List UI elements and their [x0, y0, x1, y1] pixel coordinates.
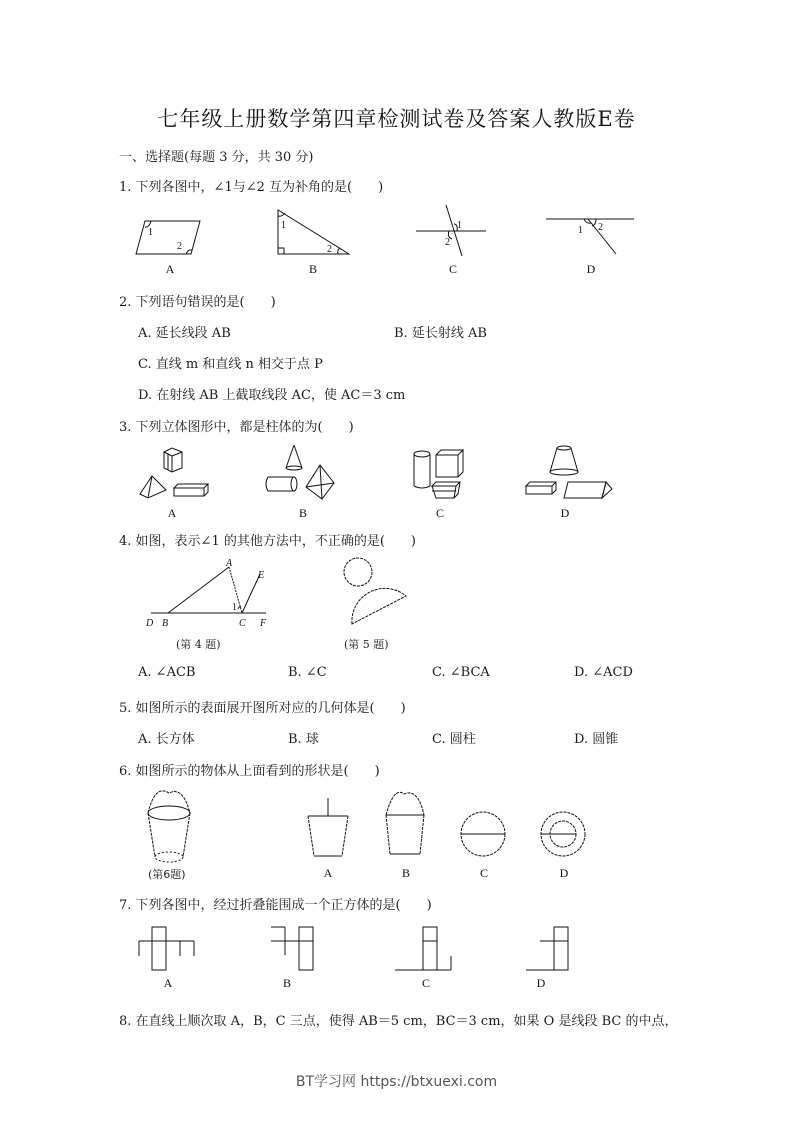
q1-label-b: B	[308, 262, 317, 276]
svg-text:2: 2	[445, 237, 450, 248]
q5-figure-caption: (第 5 题)	[344, 638, 389, 651]
question-6	[119, 760, 380, 779]
question-number: 6.	[119, 764, 132, 779]
q5-option-b: B. 球	[288, 732, 319, 747]
svg-text:1: 1	[578, 225, 583, 236]
question-number: 4.	[119, 534, 132, 549]
q3-label-a: A	[167, 506, 177, 520]
q6-label-a: A	[323, 866, 333, 880]
q2-option-a: A. 延长线段 AB	[138, 326, 231, 341]
svg-text:A: A	[226, 558, 233, 569]
q3-figure-d-solids	[522, 444, 617, 502]
q3-figure-b-solids	[262, 443, 342, 505]
q4-option-d: D. ∠ACD	[574, 665, 633, 680]
question-3	[119, 416, 354, 435]
q6-option-b-figure	[384, 792, 429, 862]
section-heading: 一、选择题(每题 3 分，共 30 分)	[119, 150, 314, 165]
svg-text:F: F	[260, 618, 267, 629]
q2-option-d: D. 在射线 AB 上截取线段 AC，使 AC＝3 cm	[138, 388, 406, 403]
question-text: 下列各图中，经过折叠能围成一个正方体的是( )	[135, 898, 432, 913]
q7-label-c: C	[421, 976, 430, 990]
footer-watermark: BT学习网 https://btxuexi.com	[295, 1074, 498, 1090]
question-2	[119, 291, 276, 310]
q1-figure-d-line-with-ray	[546, 210, 638, 258]
question-text: 如图所示的表面展开图所对应的几何体是( )	[135, 701, 406, 716]
question-8	[119, 1010, 677, 1029]
q6-figure-bucket	[145, 790, 195, 865]
q1-figure-a-parallelogram	[136, 218, 206, 258]
question-4	[119, 530, 416, 549]
svg-text:C: C	[239, 618, 246, 629]
svg-text:2: 2	[177, 241, 182, 252]
question-number: 3.	[119, 420, 132, 435]
svg-text:1: 1	[281, 220, 286, 231]
q6-label-c: C	[479, 866, 488, 880]
q4-option-b: B. ∠C	[288, 665, 327, 680]
document-title: 七年级上册数学第四章检测试卷及答案人教版E卷	[157, 107, 636, 131]
q5-option-d: D. 圆锥	[574, 732, 619, 747]
svg-text:D: D	[146, 618, 154, 629]
question-text: 下列语句错误的是( )	[135, 295, 276, 310]
q4-figure-caption: (第 4 题)	[176, 638, 221, 651]
question-7	[119, 894, 432, 913]
question-text: 如图所示的物体从上面看到的形状是( )	[135, 764, 380, 779]
q3-figure-c-solids	[410, 448, 500, 500]
q6-label-d: D	[559, 866, 569, 880]
q7-label-a: A	[163, 976, 173, 990]
question-number: 2.	[119, 295, 132, 310]
q4-option-a: A. ∠ACB	[138, 665, 196, 680]
q3-label-d: D	[560, 506, 570, 520]
svg-text:1: 1	[457, 220, 462, 231]
q7-option-d-net	[525, 926, 575, 972]
q7-option-b-net	[270, 926, 320, 972]
svg-text:1: 1	[148, 227, 153, 238]
q6-figure-caption: (第6题)	[148, 868, 186, 881]
question-number: 5.	[119, 701, 132, 716]
question-text: 下列各图中，∠1与∠2 互为补角的是( )	[135, 180, 384, 195]
q5-option-a: A. 长方体	[138, 732, 195, 747]
q2-option-b: B. 延长射线 AB	[394, 326, 487, 341]
q4-option-c: C. ∠BCA	[432, 665, 490, 680]
q2-option-c: C. 直线 m 和直线 n 相交于点 P	[138, 357, 323, 372]
svg-text:2: 2	[327, 244, 332, 255]
q7-option-c-net	[394, 926, 456, 972]
q5-option-c: C. 圆柱	[432, 732, 476, 747]
q1-label-c: C	[448, 262, 457, 276]
svg-text:1: 1	[232, 602, 237, 613]
q5-figure-net	[336, 556, 416, 631]
q1-label-a: A	[165, 262, 175, 276]
question-number: 7.	[119, 898, 132, 913]
svg-text:E: E	[258, 570, 265, 581]
q6-option-a-figure	[306, 798, 351, 860]
question-text: 在直线上顺次取 A，B，C 三点，使得 AB＝5 cm，BC＝3 cm，如果 O 是线段 BC 的中点，	[135, 1014, 678, 1029]
svg-text:B: B	[162, 618, 169, 629]
q1-figure-b-right-triangle	[276, 208, 356, 258]
q7-option-a-net	[138, 926, 200, 972]
question-5	[119, 697, 406, 716]
q6-option-d-figure	[540, 810, 588, 858]
q1-label-d: D	[586, 262, 596, 276]
svg-text:2: 2	[598, 222, 603, 233]
q1-figure-c-intersecting-lines	[416, 203, 491, 258]
q3-label-b: B	[298, 506, 307, 520]
q4-figure-angle-diagram	[144, 556, 274, 631]
question-text: 下列立体图形中，都是柱体的为( )	[135, 420, 354, 435]
q7-label-d: D	[536, 976, 546, 990]
q6-label-b: B	[401, 866, 410, 880]
q3-label-c: C	[435, 506, 444, 520]
question-number: 8.	[119, 1014, 132, 1029]
q7-label-b: B	[282, 976, 291, 990]
question-1	[119, 176, 383, 195]
q3-figure-a-solids	[138, 446, 213, 501]
q6-option-c-figure	[460, 810, 508, 858]
question-number: 1.	[119, 180, 132, 195]
question-text: 如图，表示∠1 的其他方法中，不正确的是( )	[135, 534, 416, 549]
